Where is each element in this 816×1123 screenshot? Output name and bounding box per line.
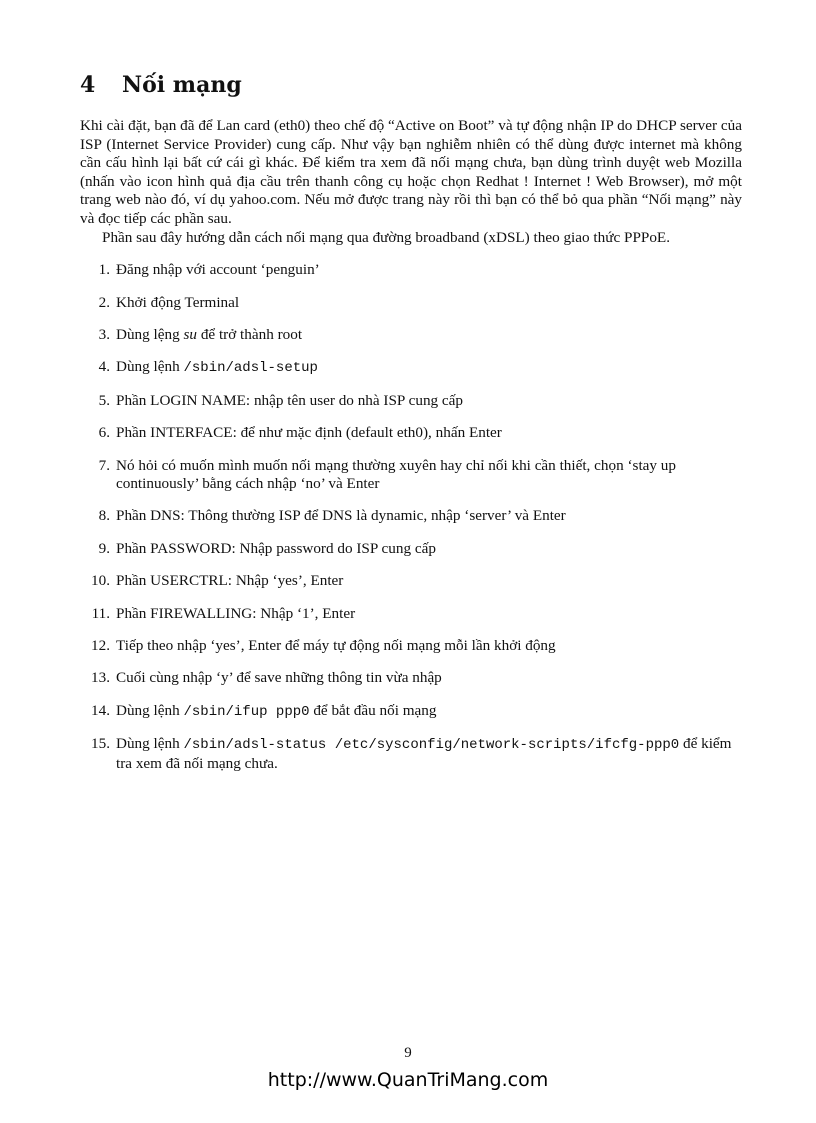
step-text: Đăng nhập với account ‘penguin’	[116, 261, 320, 279]
step-number: 15.	[91, 735, 110, 753]
step-text-pre: Dùng lệnh	[116, 358, 184, 376]
step-number: 7.	[98, 456, 110, 474]
step-number: 1.	[98, 261, 110, 279]
step-text-pre: Dùng lệnh	[116, 735, 184, 753]
footer-url-link[interactable]: http://www.QuanTriMang.com	[267, 1069, 549, 1091]
list-item	[80, 735, 742, 773]
page-number: 9	[404, 1045, 412, 1061]
intro-paragraph-2: Phần sau đây hướng dẫn cách nối mạng qua đường broadband (xDSL) theo giao thức PPPoE.	[102, 228, 671, 246]
step-text: Khởi động Terminal	[116, 293, 240, 311]
step-text-pre: Dùng lệng	[116, 325, 184, 343]
list-item	[80, 261, 742, 280]
step-emphasis: su	[183, 325, 198, 343]
step-number: 9.	[98, 539, 110, 557]
list-item	[80, 392, 742, 411]
section-number: 4	[80, 72, 96, 98]
step-text: Phần USERCTRL: Nhập ‘yes’, Enter	[116, 572, 344, 590]
step-text: Phần INTERFACE: để như mặc định (default eth0), nhấn Enter	[116, 424, 502, 442]
step-text-pre: Dùng lệnh	[116, 701, 184, 719]
step-number: 6.	[98, 424, 110, 442]
step-text: Phần PASSWORD: Nhập password do ISP cung cấp	[116, 539, 436, 557]
step-command: /sbin/adsl-setup	[183, 360, 318, 377]
step-text: Nó hỏi có muốn mình muốn nối mạng thường xuyên hay chỉ nối khi cần thiết, chọn ‘stay up continuously’ bằng cách nhập ‘no’ và Enter	[116, 456, 676, 493]
step-number: 2.	[98, 293, 110, 311]
list-item	[80, 326, 742, 345]
step-text-post: để bắt đầu nối mạng	[309, 701, 437, 719]
list-item	[80, 572, 742, 591]
list-item	[80, 457, 742, 494]
step-number: 4.	[98, 358, 110, 376]
list-item	[80, 540, 742, 559]
step-text-post: để kiểm tra xem đã nối mạng chưa.	[116, 735, 732, 772]
step-command: /sbin/ifup ppp0	[183, 703, 310, 720]
step-text: Phần DNS: Thông thường ISP để DNS là dynamic, nhập ‘server’ và Enter	[116, 507, 566, 525]
list-item	[80, 294, 742, 313]
section-title: Nối mạng	[122, 72, 242, 98]
step-number: 12.	[91, 637, 110, 655]
list-item	[80, 637, 742, 656]
step-number: 11.	[91, 604, 110, 622]
list-item	[80, 605, 742, 624]
step-number: 10.	[91, 572, 110, 590]
section-heading	[80, 72, 242, 98]
step-number: 5.	[98, 391, 110, 409]
intro-paragraph-1: Khi cài đặt, bạn đã để Lan card (eth0) theo chế độ “Active on Boot” và tự động nhận IP do DHCP server của ISP (Internet Service Provider) cung cấp. Như vậy bạn nghiễm nhiên có thể dùng được internet mà không cần cấu hình lại bất cứ cái gì khác. Để kiểm tra xem đã nối mạng chưa, bạn dùng trình duyệt web Mozilla (nhấn vào icon hình quả địa cầu trên thanh công cụ hoặc chọn Redhat ! Internet ! Web Browser), mở một trang web nào đó, ví dụ yahoo.com. Nếu mở được trang này rồi thì bạn có thể bỏ qua phần “Nối mạng” này và đọc tiếp các phần sau.	[80, 117, 742, 227]
step-number: 14.	[91, 701, 110, 719]
steps-list	[80, 261, 742, 773]
list-item	[80, 424, 742, 443]
step-number: 8.	[98, 507, 110, 525]
section-body	[80, 117, 742, 787]
list-item	[80, 358, 742, 378]
list-item	[80, 702, 742, 722]
list-item	[80, 669, 742, 688]
step-command: /sbin/adsl-status /etc/sysconfig/network-scripts/ifcfg-ppp0	[183, 737, 680, 754]
step-text-post: để trở thành root	[197, 325, 303, 343]
step-text: Tiếp theo nhập ‘yes’, Enter để máy tự động nối mạng mỗi lần khởi động	[116, 637, 556, 655]
step-text: Phần FIREWALLING: Nhập ‘1’, Enter	[116, 604, 356, 622]
step-text: Phần LOGIN NAME: nhập tên user do nhà ISP cung cấp	[116, 391, 463, 409]
step-number: 3.	[98, 325, 110, 343]
list-item	[80, 507, 742, 526]
step-text: Cuối cùng nhập ‘y’ để save những thông tin vừa nhập	[116, 669, 442, 687]
step-number: 13.	[91, 669, 110, 687]
